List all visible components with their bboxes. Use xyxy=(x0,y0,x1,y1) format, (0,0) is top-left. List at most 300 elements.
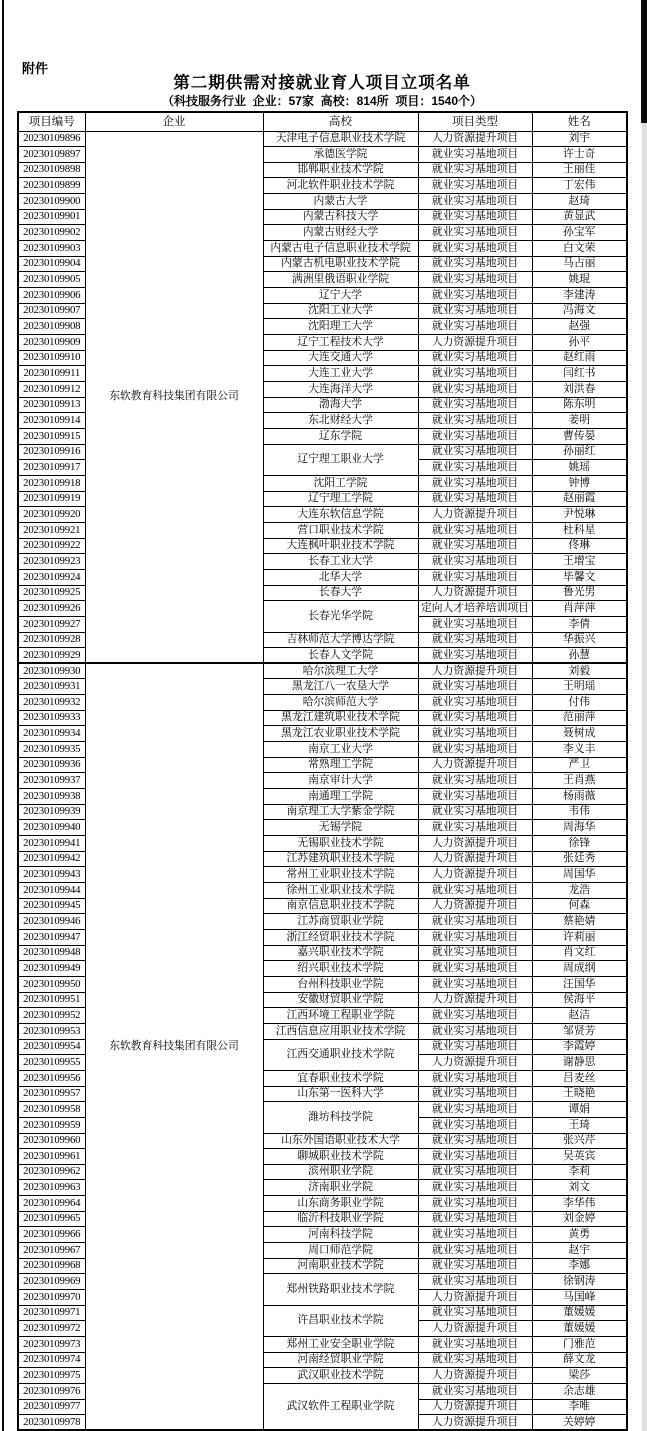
school-cell: 潍坊科技学院 xyxy=(263,1102,418,1133)
project-id-cell: 20230109900 xyxy=(18,194,85,210)
project-type-cell: 就业实习基地项目 xyxy=(418,1243,532,1259)
project-type-cell: 就业实习基地项目 xyxy=(418,178,532,194)
school-cell: 郑州铁路职业技术学院 xyxy=(263,1274,418,1305)
project-type-cell: 就业实习基地项目 xyxy=(418,397,532,413)
school-cell: 沈阳理工大学 xyxy=(263,319,418,335)
project-type-cell: 就业实习基地项目 xyxy=(418,789,532,805)
project-id-cell: 20230109906 xyxy=(18,288,85,304)
contact-name-cell: 董媛媛 xyxy=(532,1305,627,1321)
school-cell: 武汉软件工程职业学院 xyxy=(263,1384,418,1431)
project-type-cell: 就业实习基地项目 xyxy=(418,460,532,476)
contact-name-cell: 王琦 xyxy=(532,1117,627,1133)
project-id-cell: 20230109941 xyxy=(18,836,85,852)
project-type-cell: 就业实习基地项目 xyxy=(418,241,532,257)
school-cell: 大连东软信息学院 xyxy=(263,507,418,523)
project-id-cell: 20230109909 xyxy=(18,335,85,351)
school-cell: 哈尔滨师范大学 xyxy=(263,695,418,711)
project-id-cell: 20230109896 xyxy=(18,131,85,147)
project-type-cell: 人力资源提升项目 xyxy=(418,663,532,679)
column-header: 姓名 xyxy=(532,112,627,131)
column-header: 企业 xyxy=(85,112,263,131)
school-cell: 辽宁工程技术大学 xyxy=(263,335,418,351)
project-id-cell: 20230109901 xyxy=(18,209,85,225)
project-roster-table xyxy=(17,111,628,1431)
school-cell: 吉林师范大学博达学院 xyxy=(263,632,418,648)
contact-name-cell: 张廷秀 xyxy=(532,851,627,867)
school-cell: 嘉兴职业技术学院 xyxy=(263,945,418,961)
project-id-cell: 20230109967 xyxy=(18,1243,85,1259)
project-id-cell: 20230109911 xyxy=(18,366,85,382)
project-id-cell: 20230109954 xyxy=(18,1039,85,1055)
project-type-cell: 就业实习基地项目 xyxy=(418,1180,532,1196)
school-cell: 渤海大学 xyxy=(263,397,418,413)
school-cell: 辽宁理工职业大学 xyxy=(263,444,418,475)
project-type-cell: 就业实习基地项目 xyxy=(418,194,532,210)
project-id-cell: 20230109940 xyxy=(18,820,85,836)
school-cell: 长春人文学院 xyxy=(263,648,418,664)
project-type-cell: 就业实习基地项目 xyxy=(418,1102,532,1118)
contact-name-cell: 孙慧 xyxy=(532,648,627,664)
contact-name-cell: 鲁光男 xyxy=(532,585,627,601)
contact-name-cell: 丁宏伟 xyxy=(532,178,627,194)
contact-name-cell: 杜科星 xyxy=(532,522,627,538)
project-type-cell: 就业实习基地项目 xyxy=(418,945,532,961)
contact-name-cell: 赵强 xyxy=(532,319,627,335)
project-id-cell: 20230109903 xyxy=(18,241,85,257)
project-id-cell: 20230109956 xyxy=(18,1070,85,1086)
school-cell: 东北财经大学 xyxy=(263,413,418,429)
project-type-cell: 就业实习基地项目 xyxy=(418,679,532,695)
project-id-cell: 20230109905 xyxy=(18,272,85,288)
project-type-cell: 人力资源提升项目 xyxy=(418,898,532,914)
school-cell: 临沂科技职业学院 xyxy=(263,1211,418,1227)
contact-name-cell: 陈东明 xyxy=(532,397,627,413)
contact-name-cell: 蔡艳婧 xyxy=(532,914,627,930)
project-id-cell: 20230109932 xyxy=(18,695,85,711)
school-cell: 大连海洋大学 xyxy=(263,382,418,398)
project-type-cell: 人力资源提升项目 xyxy=(418,992,532,1008)
project-type-cell: 就业实习基地项目 xyxy=(418,1196,532,1212)
contact-name-cell: 邹贤芳 xyxy=(532,1023,627,1039)
contact-name-cell: 王明瑶 xyxy=(532,679,627,695)
project-type-cell: 就业实习基地项目 xyxy=(418,726,532,742)
contact-name-cell: 李唯 xyxy=(532,1399,627,1415)
project-type-cell: 就业实习基地项目 xyxy=(418,256,532,272)
project-id-cell: 20230109977 xyxy=(18,1399,85,1415)
contact-name-cell: 华振兴 xyxy=(532,632,627,648)
school-cell: 山东第一医科大学 xyxy=(263,1086,418,1102)
project-type-cell: 人力资源提升项目 xyxy=(418,1399,532,1415)
scan-corner-bar xyxy=(641,0,647,123)
project-id-cell: 20230109966 xyxy=(18,1227,85,1243)
project-type-cell: 就业实习基地项目 xyxy=(418,1008,532,1024)
contact-name-cell: 刘洪春 xyxy=(532,382,627,398)
project-id-cell: 20230109920 xyxy=(18,507,85,523)
contact-name-cell: 刘金婷 xyxy=(532,1211,627,1227)
enterprise-cell: 东软教育科技集团有限公司 xyxy=(85,131,263,663)
school-cell: 济南职业学院 xyxy=(263,1180,418,1196)
project-type-cell: 就业实习基地项目 xyxy=(418,319,532,335)
school-cell: 浙江经贸职业技术学院 xyxy=(263,929,418,945)
school-cell: 江苏建筑职业技术学院 xyxy=(263,851,418,867)
contact-name-cell: 龙浩 xyxy=(532,883,627,899)
project-id-cell: 20230109946 xyxy=(18,914,85,930)
column-header: 项目类型 xyxy=(418,112,532,131)
contact-name-cell: 赵宇 xyxy=(532,1243,627,1259)
school-cell: 长春工业大学 xyxy=(263,554,418,570)
page-subtitle: （科技服务行业 企业：57家 高校：814所 项目：1540个） xyxy=(161,94,483,108)
project-type-cell: 就业实习基地项目 xyxy=(418,350,532,366)
project-id-cell: 20230109962 xyxy=(18,1164,85,1180)
project-type-cell: 就业实习基地项目 xyxy=(418,1086,532,1102)
project-id-cell: 20230109957 xyxy=(18,1086,85,1102)
project-type-cell: 就业实习基地项目 xyxy=(418,742,532,758)
contact-name-cell: 韦伟 xyxy=(532,804,627,820)
project-type-cell: 就业实习基地项目 xyxy=(418,695,532,711)
project-id-cell: 20230109936 xyxy=(18,757,85,773)
contact-name-cell: 肖萍萍 xyxy=(532,601,627,617)
project-type-cell: 人力资源提升项目 xyxy=(418,851,532,867)
project-type-cell: 人力资源提升项目 xyxy=(418,757,532,773)
contact-name-cell: 黄显武 xyxy=(532,209,627,225)
project-type-cell: 就业实习基地项目 xyxy=(418,428,532,444)
contact-name-cell: 钟博 xyxy=(532,475,627,491)
contact-name-cell: 梁莎 xyxy=(532,1368,627,1384)
project-type-cell: 就业实习基地项目 xyxy=(418,883,532,899)
school-cell: 河南职业技术学院 xyxy=(263,1258,418,1274)
contact-name-cell: 尹悦琳 xyxy=(532,507,627,523)
school-cell: 江西环境工程职业学院 xyxy=(263,1008,418,1024)
project-id-cell: 20230109921 xyxy=(18,522,85,538)
school-cell: 黑龙江八一农垦大学 xyxy=(263,679,418,695)
project-id-cell: 20230109898 xyxy=(18,162,85,178)
project-type-cell: 就业实习基地项目 xyxy=(418,632,532,648)
school-cell: 山东商务职业学院 xyxy=(263,1196,418,1212)
contact-name-cell: 杨雨薇 xyxy=(532,789,627,805)
project-type-cell: 就业实习基地项目 xyxy=(418,1133,532,1149)
project-id-cell: 20230109935 xyxy=(18,742,85,758)
table-header-row xyxy=(18,112,627,131)
project-id-cell: 20230109939 xyxy=(18,804,85,820)
school-cell: 安徽财贸职业学院 xyxy=(263,992,418,1008)
school-cell: 许昌职业技术学院 xyxy=(263,1305,418,1336)
contact-name-cell: 孙宝军 xyxy=(532,225,627,241)
project-type-cell: 人力资源提升项目 xyxy=(418,836,532,852)
project-type-cell: 就业实习基地项目 xyxy=(418,648,532,664)
contact-name-cell: 王增宝 xyxy=(532,554,627,570)
project-type-cell: 人力资源提升项目 xyxy=(418,131,532,147)
contact-name-cell: 曹传晏 xyxy=(532,428,627,444)
project-id-cell: 20230109951 xyxy=(18,992,85,1008)
school-cell: 滨州职业学院 xyxy=(263,1164,418,1180)
contact-name-cell: 吕麦丝 xyxy=(532,1070,627,1086)
school-cell: 大连工业大学 xyxy=(263,366,418,382)
project-id-cell: 20230109907 xyxy=(18,303,85,319)
project-type-cell: 就业实习基地项目 xyxy=(418,773,532,789)
project-id-cell: 20230109937 xyxy=(18,773,85,789)
school-cell: 长春光华学院 xyxy=(263,601,418,632)
school-cell: 内蒙古电子信息职业技术学院 xyxy=(263,241,418,257)
project-id-cell: 20230109970 xyxy=(18,1290,85,1306)
project-id-cell: 20230109973 xyxy=(18,1337,85,1353)
school-cell: 武汉职业技术学院 xyxy=(263,1368,418,1384)
project-id-cell: 20230109955 xyxy=(18,1055,85,1071)
contact-name-cell: 李倩 xyxy=(532,616,627,632)
school-cell: 辽东学院 xyxy=(263,428,418,444)
school-cell: 南京审计大学 xyxy=(263,773,418,789)
school-cell: 南京工业大学 xyxy=(263,742,418,758)
school-cell: 无锡职业技术学院 xyxy=(263,836,418,852)
contact-name-cell: 赵琦 xyxy=(532,194,627,210)
project-table-body xyxy=(18,131,627,1430)
contact-name-cell: 李义丰 xyxy=(532,742,627,758)
project-id-cell: 20230109949 xyxy=(18,961,85,977)
contact-name-cell: 李华伟 xyxy=(532,1196,627,1212)
project-type-cell: 就业实习基地项目 xyxy=(418,1039,532,1055)
project-type-cell: 人力资源提升项目 xyxy=(418,1290,532,1306)
project-id-cell: 20230109958 xyxy=(18,1102,85,1118)
project-type-cell: 就业实习基地项目 xyxy=(418,444,532,460)
school-cell: 南通理工学院 xyxy=(263,789,418,805)
project-id-cell: 20230109908 xyxy=(18,319,85,335)
contact-name-cell: 何森 xyxy=(532,898,627,914)
project-type-cell: 就业实习基地项目 xyxy=(418,1117,532,1133)
contact-name-cell: 毕馨文 xyxy=(532,569,627,585)
school-cell: 内蒙古机电职业技术学院 xyxy=(263,256,418,272)
contact-name-cell: 周国华 xyxy=(532,867,627,883)
project-type-cell: 就业实习基地项目 xyxy=(418,522,532,538)
project-id-cell: 20230109974 xyxy=(18,1352,85,1368)
contact-name-cell: 赵红雨 xyxy=(532,350,627,366)
project-id-cell: 20230109965 xyxy=(18,1211,85,1227)
project-id-cell: 20230109968 xyxy=(18,1258,85,1274)
contact-name-cell: 徐锋 xyxy=(532,836,627,852)
project-id-cell: 20230109931 xyxy=(18,679,85,695)
school-cell: 宜春职业技术学院 xyxy=(263,1070,418,1086)
contact-name-cell: 严卫 xyxy=(532,757,627,773)
school-cell: 满洲里俄语职业学院 xyxy=(263,272,418,288)
school-cell: 营口职业技术学院 xyxy=(263,522,418,538)
contact-name-cell: 许莉丽 xyxy=(532,929,627,945)
project-type-cell: 就业实习基地项目 xyxy=(418,147,532,163)
project-id-cell: 20230109923 xyxy=(18,554,85,570)
project-type-cell: 就业实习基地项目 xyxy=(418,1211,532,1227)
project-id-cell: 20230109960 xyxy=(18,1133,85,1149)
school-cell: 大连枫叶职业技术学院 xyxy=(263,538,418,554)
contact-name-cell: 赵洁 xyxy=(532,1008,627,1024)
contact-name-cell: 孙丽红 xyxy=(532,444,627,460)
project-type-cell: 就业实习基地项目 xyxy=(418,1023,532,1039)
project-id-cell: 20230109950 xyxy=(18,976,85,992)
project-id-cell: 20230109930 xyxy=(18,663,85,679)
contact-name-cell: 周成纲 xyxy=(532,961,627,977)
contact-name-cell: 聂树成 xyxy=(532,726,627,742)
project-type-cell: 就业实习基地项目 xyxy=(418,569,532,585)
contact-name-cell: 谭娟 xyxy=(532,1102,627,1118)
project-id-cell: 20230109959 xyxy=(18,1117,85,1133)
school-cell: 南京理工大学紫金学院 xyxy=(263,804,418,820)
project-type-cell: 就业实习基地项目 xyxy=(418,1384,532,1400)
school-cell: 河南科技学院 xyxy=(263,1227,418,1243)
contact-name-cell: 白文荣 xyxy=(532,241,627,257)
project-type-cell: 就业实习基地项目 xyxy=(418,491,532,507)
project-type-cell: 就业实习基地项目 xyxy=(418,1164,532,1180)
school-cell: 南京信息职业技术学院 xyxy=(263,898,418,914)
project-id-cell: 20230109924 xyxy=(18,569,85,585)
school-cell: 哈尔滨理工大学 xyxy=(263,663,418,679)
table-row xyxy=(18,131,627,147)
project-id-cell: 20230109971 xyxy=(18,1305,85,1321)
school-cell: 台州科技职业学院 xyxy=(263,976,418,992)
project-type-cell: 就业实习基地项目 xyxy=(418,209,532,225)
school-cell: 常州工业职业技术学院 xyxy=(263,867,418,883)
project-id-cell: 20230109918 xyxy=(18,475,85,491)
school-cell: 河南经贸职业学院 xyxy=(263,1352,418,1368)
project-type-cell: 就业实习基地项目 xyxy=(418,616,532,632)
contact-name-cell: 关婷婷 xyxy=(532,1415,627,1431)
project-type-cell: 就业实习基地项目 xyxy=(418,225,532,241)
school-cell: 内蒙古科技大学 xyxy=(263,209,418,225)
contact-name-cell: 周海华 xyxy=(532,820,627,836)
project-type-cell: 就业实习基地项目 xyxy=(418,1352,532,1368)
project-type-cell: 就业实习基地项目 xyxy=(418,1227,532,1243)
project-id-cell: 20230109976 xyxy=(18,1384,85,1400)
contact-name-cell: 徐钢涛 xyxy=(532,1274,627,1290)
school-cell: 邯郸职业技术学院 xyxy=(263,162,418,178)
project-type-cell: 就业实习基地项目 xyxy=(418,1070,532,1086)
contact-name-cell: 刘文 xyxy=(532,1180,627,1196)
project-type-cell: 定向人才培养培训项目 xyxy=(418,601,532,617)
project-id-cell: 20230109899 xyxy=(18,178,85,194)
project-type-cell: 就业实习基地项目 xyxy=(418,804,532,820)
project-id-cell: 20230109910 xyxy=(18,350,85,366)
contact-name-cell: 李莉 xyxy=(532,1164,627,1180)
school-cell: 无锡学院 xyxy=(263,820,418,836)
project-type-cell: 人力资源提升项目 xyxy=(418,867,532,883)
project-type-cell: 就业实习基地项目 xyxy=(418,976,532,992)
school-cell: 黑龙江建筑职业技术学院 xyxy=(263,710,418,726)
contact-name-cell: 冯海文 xyxy=(532,303,627,319)
contact-name-cell: 范丽萍 xyxy=(532,710,627,726)
project-id-cell: 20230109963 xyxy=(18,1180,85,1196)
enterprise-cell: 东软教育科技集团有限公司 xyxy=(85,663,263,1430)
column-header: 项目编号 xyxy=(18,112,85,131)
table-row xyxy=(18,663,627,679)
project-id-cell: 20230109953 xyxy=(18,1023,85,1039)
school-cell: 郑州工业安全职业学院 xyxy=(263,1337,418,1353)
project-type-cell: 就业实习基地项目 xyxy=(418,820,532,836)
project-type-cell: 就业实习基地项目 xyxy=(418,1274,532,1290)
project-type-cell: 人力资源提升项目 xyxy=(418,335,532,351)
project-id-cell: 20230109927 xyxy=(18,616,85,632)
contact-name-cell: 黄勇 xyxy=(532,1227,627,1243)
school-cell: 聊城职业技术学院 xyxy=(263,1149,418,1165)
scan-right-strip xyxy=(642,123,647,1431)
project-type-cell: 人力资源提升项目 xyxy=(418,507,532,523)
school-cell: 承德医学院 xyxy=(263,147,418,163)
contact-name-cell: 付伟 xyxy=(532,695,627,711)
project-type-cell: 人力资源提升项目 xyxy=(418,1368,532,1384)
contact-name-cell: 姚瑶 xyxy=(532,460,627,476)
contact-name-cell: 薛文龙 xyxy=(532,1352,627,1368)
project-id-cell: 20230109925 xyxy=(18,585,85,601)
project-type-cell: 就业实习基地项目 xyxy=(418,413,532,429)
project-type-cell: 就业实习基地项目 xyxy=(418,961,532,977)
project-id-cell: 20230109897 xyxy=(18,147,85,163)
contact-name-cell: 马占丽 xyxy=(532,256,627,272)
project-type-cell: 就业实习基地项目 xyxy=(418,538,532,554)
contact-name-cell: 李霞婷 xyxy=(532,1039,627,1055)
project-id-cell: 20230109916 xyxy=(18,444,85,460)
project-type-cell: 就业实习基地项目 xyxy=(418,1305,532,1321)
page-left-border xyxy=(2,0,4,1431)
project-id-cell: 20230109942 xyxy=(18,851,85,867)
contact-name-cell: 许士奇 xyxy=(532,147,627,163)
contact-name-cell: 姜明 xyxy=(532,413,627,429)
project-type-cell: 就业实习基地项目 xyxy=(418,929,532,945)
project-type-cell: 就业实习基地项目 xyxy=(418,366,532,382)
project-id-cell: 20230109928 xyxy=(18,632,85,648)
contact-name-cell: 肖文红 xyxy=(532,945,627,961)
project-type-cell: 就业实习基地项目 xyxy=(418,914,532,930)
school-cell: 常熟理工学院 xyxy=(263,757,418,773)
school-cell: 辽宁大学 xyxy=(263,288,418,304)
contact-name-cell: 吴英宾 xyxy=(532,1149,627,1165)
school-cell: 江西交通职业技术学院 xyxy=(263,1039,418,1070)
school-cell: 徐州工业职业技术学院 xyxy=(263,883,418,899)
school-cell: 北华大学 xyxy=(263,569,418,585)
column-header: 高校 xyxy=(263,112,418,131)
project-id-cell: 20230109912 xyxy=(18,382,85,398)
project-id-cell: 20230109917 xyxy=(18,460,85,476)
project-id-cell: 20230109934 xyxy=(18,726,85,742)
project-id-cell: 20230109922 xyxy=(18,538,85,554)
contact-name-cell: 李建涛 xyxy=(532,288,627,304)
project-id-cell: 20230109969 xyxy=(18,1274,85,1290)
contact-name-cell: 赵丽霞 xyxy=(532,491,627,507)
contact-name-cell: 闫红书 xyxy=(532,366,627,382)
contact-name-cell: 姚琨 xyxy=(532,272,627,288)
school-cell: 江西信息应用职业技术学院 xyxy=(263,1023,418,1039)
project-id-cell: 20230109961 xyxy=(18,1149,85,1165)
project-id-cell: 20230109943 xyxy=(18,867,85,883)
page-title: 第二期供需对接就业育人项目立项名单 xyxy=(173,74,471,92)
contact-name-cell: 汪国华 xyxy=(532,976,627,992)
project-id-cell: 20230109972 xyxy=(18,1321,85,1337)
project-id-cell: 20230109926 xyxy=(18,601,85,617)
school-cell: 天津电子信息职业技术学院 xyxy=(263,131,418,147)
project-type-cell: 就业实习基地项目 xyxy=(418,554,532,570)
project-id-cell: 20230109915 xyxy=(18,428,85,444)
project-id-cell: 20230109902 xyxy=(18,225,85,241)
contact-name-cell: 张兴芹 xyxy=(532,1133,627,1149)
project-id-cell: 20230109929 xyxy=(18,648,85,664)
contact-name-cell: 刘宇 xyxy=(532,131,627,147)
project-id-cell: 20230109948 xyxy=(18,945,85,961)
project-id-cell: 20230109914 xyxy=(18,413,85,429)
contact-name-cell: 侯海平 xyxy=(532,992,627,1008)
contact-name-cell: 门雅范 xyxy=(532,1337,627,1353)
school-cell: 周口师范学院 xyxy=(263,1243,418,1259)
school-cell: 内蒙古大学 xyxy=(263,194,418,210)
project-type-cell: 人力资源提升项目 xyxy=(418,585,532,601)
project-type-cell: 就业实习基地项目 xyxy=(418,1258,532,1274)
project-type-cell: 就业实习基地项目 xyxy=(418,272,532,288)
project-type-cell: 人力资源提升项目 xyxy=(418,1055,532,1071)
project-id-cell: 20230109933 xyxy=(18,710,85,726)
project-id-cell: 20230109978 xyxy=(18,1415,85,1431)
school-cell: 辽宁理工学院 xyxy=(263,491,418,507)
